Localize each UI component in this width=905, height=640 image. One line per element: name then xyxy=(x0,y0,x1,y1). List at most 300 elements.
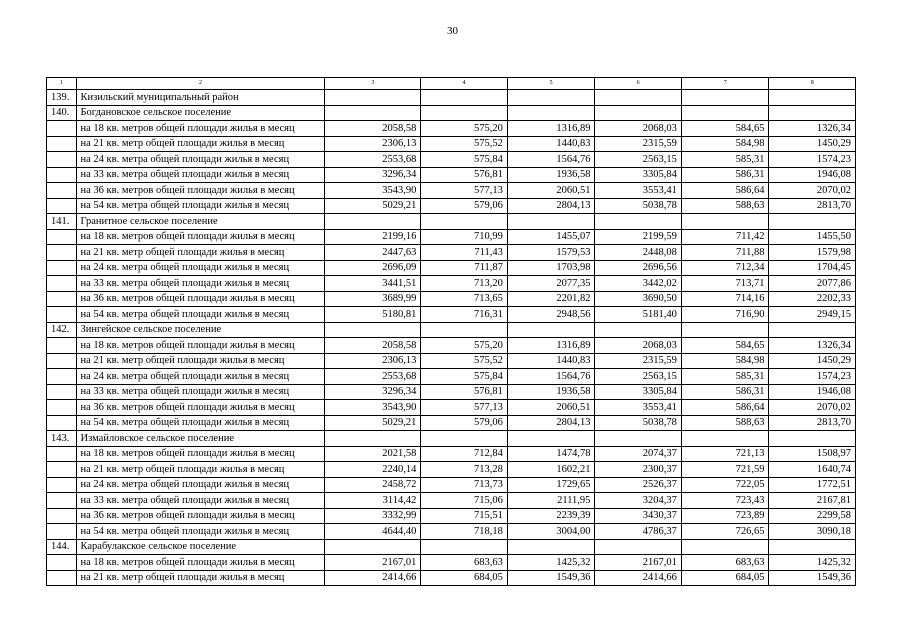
empty-cell xyxy=(681,322,769,338)
column-number-row xyxy=(47,78,856,90)
value-cell: 586,31 xyxy=(681,384,769,400)
value-cell: 1326,34 xyxy=(769,338,856,354)
section-row xyxy=(47,214,856,230)
row-label: на 24 кв. метра общей площади жилья в месяц xyxy=(76,369,325,385)
empty-index-cell xyxy=(47,493,77,509)
value-cell: 2813,70 xyxy=(769,198,856,214)
section-title: Богдановское сельское поселение xyxy=(76,105,325,121)
value-cell: 716,31 xyxy=(421,307,507,323)
value-cell: 586,64 xyxy=(681,400,769,416)
value-cell: 588,63 xyxy=(681,198,769,214)
section-row xyxy=(47,539,856,555)
section-index: 140. xyxy=(47,105,77,121)
value-cell: 1316,89 xyxy=(507,121,595,137)
value-cell: 2167,01 xyxy=(325,555,421,571)
value-cell: 1772,51 xyxy=(769,477,856,493)
value-cell: 5029,21 xyxy=(325,198,421,214)
row-label: на 21 кв. метр общей площади жилья в месяц xyxy=(76,245,325,261)
column-number: 4 xyxy=(421,78,507,90)
value-cell: 1455,07 xyxy=(507,229,595,245)
value-cell: 713,28 xyxy=(421,462,507,478)
empty-cell xyxy=(325,431,421,447)
empty-index-cell xyxy=(47,415,77,431)
value-cell: 2199,59 xyxy=(595,229,681,245)
table-row xyxy=(47,167,856,183)
value-cell: 585,31 xyxy=(681,152,769,168)
section-row xyxy=(47,431,856,447)
value-cell: 3114,42 xyxy=(325,493,421,509)
value-cell: 2306,13 xyxy=(325,136,421,152)
value-cell: 2306,13 xyxy=(325,353,421,369)
value-cell: 683,63 xyxy=(421,555,507,571)
value-cell: 584,98 xyxy=(681,353,769,369)
value-cell: 584,98 xyxy=(681,136,769,152)
value-cell: 1946,08 xyxy=(769,167,856,183)
value-cell: 3305,84 xyxy=(595,384,681,400)
empty-index-cell xyxy=(47,152,77,168)
value-cell: 3296,34 xyxy=(325,384,421,400)
value-cell: 2077,35 xyxy=(507,276,595,292)
section-title: Кизильский муниципальный район xyxy=(76,90,325,106)
value-cell: 1574,23 xyxy=(769,369,856,385)
empty-cell xyxy=(507,539,595,555)
value-cell: 3689,99 xyxy=(325,291,421,307)
value-cell: 1450,29 xyxy=(769,353,856,369)
table-row xyxy=(47,493,856,509)
value-cell: 2300,37 xyxy=(595,462,681,478)
row-label: на 33 кв. метра общей площади жилья в месяц xyxy=(76,493,325,509)
value-cell: 3690,50 xyxy=(595,291,681,307)
row-label: на 33 кв. метра общей площади жилья в месяц xyxy=(76,276,325,292)
empty-cell xyxy=(681,90,769,106)
value-cell: 577,13 xyxy=(421,400,507,416)
row-label: на 54 кв. метра общей площади жилья в месяц xyxy=(76,524,325,540)
value-cell: 2448,08 xyxy=(595,245,681,261)
empty-index-cell xyxy=(47,276,77,292)
value-cell: 3305,84 xyxy=(595,167,681,183)
table-row xyxy=(47,555,856,571)
empty-index-cell xyxy=(47,524,77,540)
section-title: Карабулакское сельское поселение xyxy=(76,539,325,555)
empty-cell xyxy=(421,105,507,121)
column-number: 2 xyxy=(76,78,325,90)
value-cell: 3543,90 xyxy=(325,183,421,199)
value-cell: 2068,03 xyxy=(595,338,681,354)
value-cell: 5038,78 xyxy=(595,415,681,431)
value-cell: 1549,36 xyxy=(507,570,595,586)
value-cell: 1704,45 xyxy=(769,260,856,276)
table-row xyxy=(47,229,856,245)
value-cell: 2070,02 xyxy=(769,183,856,199)
tariff-table xyxy=(46,77,856,586)
value-cell: 2074,37 xyxy=(595,446,681,462)
column-number: 3 xyxy=(325,78,421,90)
table-row xyxy=(47,415,856,431)
value-cell: 1579,53 xyxy=(507,245,595,261)
empty-cell xyxy=(507,105,595,121)
value-cell: 2553,68 xyxy=(325,152,421,168)
value-cell: 2167,01 xyxy=(595,555,681,571)
empty-index-cell xyxy=(47,260,77,276)
value-cell: 2077,86 xyxy=(769,276,856,292)
empty-cell xyxy=(325,105,421,121)
empty-index-cell xyxy=(47,229,77,245)
empty-cell xyxy=(325,322,421,338)
empty-cell xyxy=(681,431,769,447)
value-cell: 2458,72 xyxy=(325,477,421,493)
value-cell: 684,05 xyxy=(421,570,507,586)
row-label: на 21 кв. метр общей площади жилья в месяц xyxy=(76,462,325,478)
empty-index-cell xyxy=(47,384,77,400)
value-cell: 2060,51 xyxy=(507,183,595,199)
row-label: на 36 кв. метров общей площади жилья в месяц xyxy=(76,508,325,524)
empty-cell xyxy=(769,431,856,447)
value-cell: 584,65 xyxy=(681,121,769,137)
value-cell: 1450,29 xyxy=(769,136,856,152)
row-label: на 18 кв. метров общей площади жилья в месяц xyxy=(76,555,325,571)
row-label: на 33 кв. метра общей площади жилья в месяц xyxy=(76,167,325,183)
empty-cell xyxy=(681,105,769,121)
value-cell: 1549,36 xyxy=(769,570,856,586)
value-cell: 2553,68 xyxy=(325,369,421,385)
value-cell: 3090,18 xyxy=(769,524,856,540)
row-label: на 24 кв. метра общей площади жилья в месяц xyxy=(76,477,325,493)
value-cell: 2948,56 xyxy=(507,307,595,323)
empty-cell xyxy=(325,214,421,230)
value-cell: 586,31 xyxy=(681,167,769,183)
value-cell: 711,42 xyxy=(681,229,769,245)
value-cell: 723,89 xyxy=(681,508,769,524)
value-cell: 1703,98 xyxy=(507,260,595,276)
value-cell: 2058,58 xyxy=(325,121,421,137)
value-cell: 2804,13 xyxy=(507,415,595,431)
value-cell: 713,71 xyxy=(681,276,769,292)
value-cell: 576,81 xyxy=(421,384,507,400)
empty-cell xyxy=(421,214,507,230)
value-cell: 4786,37 xyxy=(595,524,681,540)
row-label: на 33 кв. метра общей площади жилья в месяц xyxy=(76,384,325,400)
value-cell: 2070,02 xyxy=(769,400,856,416)
value-cell: 1564,76 xyxy=(507,369,595,385)
row-label: на 18 кв. метров общей площади жилья в месяц xyxy=(76,338,325,354)
empty-cell xyxy=(595,214,681,230)
value-cell: 2526,37 xyxy=(595,477,681,493)
value-cell: 3553,41 xyxy=(595,183,681,199)
empty-index-cell xyxy=(47,245,77,261)
value-cell: 3543,90 xyxy=(325,400,421,416)
value-cell: 2299,58 xyxy=(769,508,856,524)
table-row xyxy=(47,198,856,214)
empty-cell xyxy=(595,539,681,555)
value-cell: 575,52 xyxy=(421,136,507,152)
empty-cell xyxy=(595,322,681,338)
value-cell: 714,16 xyxy=(681,291,769,307)
empty-index-cell xyxy=(47,353,77,369)
value-cell: 711,43 xyxy=(421,245,507,261)
value-cell: 712,84 xyxy=(421,446,507,462)
value-cell: 2949,15 xyxy=(769,307,856,323)
value-cell: 1936,58 xyxy=(507,167,595,183)
value-cell: 1326,34 xyxy=(769,121,856,137)
section-row xyxy=(47,90,856,106)
value-cell: 575,84 xyxy=(421,369,507,385)
row-label: на 24 кв. метра общей площади жилья в месяц xyxy=(76,260,325,276)
value-cell: 2060,51 xyxy=(507,400,595,416)
value-cell: 2315,59 xyxy=(595,136,681,152)
row-label: на 18 кв. метров общей площади жилья в месяц xyxy=(76,121,325,137)
empty-index-cell xyxy=(47,477,77,493)
empty-cell xyxy=(769,322,856,338)
table-row xyxy=(47,276,856,292)
value-cell: 2202,33 xyxy=(769,291,856,307)
section-title: Зингейское сельское поселение xyxy=(76,322,325,338)
empty-cell xyxy=(421,431,507,447)
value-cell: 1729,65 xyxy=(507,477,595,493)
empty-cell xyxy=(325,539,421,555)
table-row xyxy=(47,260,856,276)
section-index: 142. xyxy=(47,322,77,338)
empty-cell xyxy=(325,90,421,106)
row-label: на 36 кв. метров общей площади жилья в месяц xyxy=(76,183,325,199)
value-cell: 586,64 xyxy=(681,183,769,199)
value-cell: 575,84 xyxy=(421,152,507,168)
section-index: 139. xyxy=(47,90,77,106)
section-title: Гранитное сельское поселение xyxy=(76,214,325,230)
value-cell: 2315,59 xyxy=(595,353,681,369)
table-row xyxy=(47,183,856,199)
empty-index-cell xyxy=(47,183,77,199)
value-cell: 2021,58 xyxy=(325,446,421,462)
table-row xyxy=(47,121,856,137)
value-cell: 3553,41 xyxy=(595,400,681,416)
value-cell: 2813,70 xyxy=(769,415,856,431)
value-cell: 3204,37 xyxy=(595,493,681,509)
empty-index-cell xyxy=(47,136,77,152)
row-label: на 21 кв. метр общей площади жилья в месяц xyxy=(76,353,325,369)
empty-cell xyxy=(421,539,507,555)
value-cell: 584,65 xyxy=(681,338,769,354)
value-cell: 718,18 xyxy=(421,524,507,540)
table-row xyxy=(47,570,856,586)
table-row xyxy=(47,307,856,323)
value-cell: 2563,15 xyxy=(595,152,681,168)
value-cell: 713,20 xyxy=(421,276,507,292)
value-cell: 1602,21 xyxy=(507,462,595,478)
empty-index-cell xyxy=(47,307,77,323)
value-cell: 722,05 xyxy=(681,477,769,493)
value-cell: 1425,32 xyxy=(507,555,595,571)
empty-index-cell xyxy=(47,462,77,478)
empty-index-cell xyxy=(47,369,77,385)
value-cell: 579,06 xyxy=(421,415,507,431)
row-label: на 21 кв. метр общей площади жилья в месяц xyxy=(76,136,325,152)
value-cell: 2111,95 xyxy=(507,493,595,509)
row-label: на 18 кв. метров общей площади жилья в месяц xyxy=(76,446,325,462)
empty-index-cell xyxy=(47,446,77,462)
table-body xyxy=(47,78,856,586)
value-cell: 684,05 xyxy=(681,570,769,586)
value-cell: 575,52 xyxy=(421,353,507,369)
value-cell: 2804,13 xyxy=(507,198,595,214)
value-cell: 3441,51 xyxy=(325,276,421,292)
table-row xyxy=(47,291,856,307)
value-cell: 5181,40 xyxy=(595,307,681,323)
value-cell: 2696,09 xyxy=(325,260,421,276)
empty-cell xyxy=(595,105,681,121)
value-cell: 1574,23 xyxy=(769,152,856,168)
value-cell: 2167,81 xyxy=(769,493,856,509)
value-cell: 576,81 xyxy=(421,167,507,183)
empty-cell xyxy=(769,105,856,121)
section-index: 144. xyxy=(47,539,77,555)
empty-cell xyxy=(769,90,856,106)
value-cell: 5180,81 xyxy=(325,307,421,323)
value-cell: 579,06 xyxy=(421,198,507,214)
value-cell: 2239,39 xyxy=(507,508,595,524)
empty-index-cell xyxy=(47,338,77,354)
empty-cell xyxy=(769,214,856,230)
row-label: на 18 кв. метров общей площади жилья в месяц xyxy=(76,229,325,245)
empty-cell xyxy=(507,431,595,447)
value-cell: 3442,02 xyxy=(595,276,681,292)
value-cell: 577,13 xyxy=(421,183,507,199)
empty-cell xyxy=(681,539,769,555)
row-label: на 54 кв. метра общей площади жилья в месяц xyxy=(76,415,325,431)
section-row xyxy=(47,322,856,338)
column-number: 7 xyxy=(681,78,769,90)
value-cell: 3430,37 xyxy=(595,508,681,524)
empty-index-cell xyxy=(47,121,77,137)
table-row xyxy=(47,384,856,400)
value-cell: 1455,50 xyxy=(769,229,856,245)
value-cell: 710,99 xyxy=(421,229,507,245)
value-cell: 2696,56 xyxy=(595,260,681,276)
value-cell: 3296,34 xyxy=(325,167,421,183)
empty-cell xyxy=(507,322,595,338)
value-cell: 2240,14 xyxy=(325,462,421,478)
value-cell: 1425,32 xyxy=(769,555,856,571)
value-cell: 575,20 xyxy=(421,121,507,137)
section-row xyxy=(47,105,856,121)
column-number: 6 xyxy=(595,78,681,90)
empty-index-cell xyxy=(47,400,77,416)
table-row xyxy=(47,400,856,416)
value-cell: 4644,40 xyxy=(325,524,421,540)
row-label: на 54 кв. метра общей площади жилья в месяц xyxy=(76,198,325,214)
value-cell: 713,65 xyxy=(421,291,507,307)
value-cell: 2199,16 xyxy=(325,229,421,245)
row-label: на 36 кв. метров общей площади жилья в месяц xyxy=(76,400,325,416)
column-number: 1 xyxy=(47,78,77,90)
row-label: на 24 кв. метра общей площади жилья в месяц xyxy=(76,152,325,168)
value-cell: 721,59 xyxy=(681,462,769,478)
section-title: Измайловское сельское поселение xyxy=(76,431,325,447)
value-cell: 5029,21 xyxy=(325,415,421,431)
empty-cell xyxy=(595,431,681,447)
value-cell: 1474,78 xyxy=(507,446,595,462)
empty-index-cell xyxy=(47,198,77,214)
table-row xyxy=(47,446,856,462)
table-row xyxy=(47,477,856,493)
column-number: 5 xyxy=(507,78,595,90)
value-cell: 2068,03 xyxy=(595,121,681,137)
value-cell: 713,73 xyxy=(421,477,507,493)
value-cell: 2447,63 xyxy=(325,245,421,261)
table-row xyxy=(47,524,856,540)
value-cell: 2201,82 xyxy=(507,291,595,307)
empty-cell xyxy=(421,90,507,106)
value-cell: 716,90 xyxy=(681,307,769,323)
value-cell: 1640,74 xyxy=(769,462,856,478)
value-cell: 711,87 xyxy=(421,260,507,276)
value-cell: 585,31 xyxy=(681,369,769,385)
value-cell: 575,20 xyxy=(421,338,507,354)
value-cell: 721,13 xyxy=(681,446,769,462)
value-cell: 1564,76 xyxy=(507,152,595,168)
value-cell: 3332,99 xyxy=(325,508,421,524)
empty-index-cell xyxy=(47,167,77,183)
table-row xyxy=(47,369,856,385)
value-cell: 1316,89 xyxy=(507,338,595,354)
empty-index-cell xyxy=(47,291,77,307)
value-cell: 1508,97 xyxy=(769,446,856,462)
value-cell: 1579,98 xyxy=(769,245,856,261)
empty-index-cell xyxy=(47,508,77,524)
value-cell: 2058,58 xyxy=(325,338,421,354)
value-cell: 5038,78 xyxy=(595,198,681,214)
table-row xyxy=(47,245,856,261)
table-row xyxy=(47,152,856,168)
empty-index-cell xyxy=(47,570,77,586)
value-cell: 715,51 xyxy=(421,508,507,524)
page-number: 30 xyxy=(447,25,458,37)
value-cell: 711,88 xyxy=(681,245,769,261)
empty-cell xyxy=(507,90,595,106)
value-cell: 1440,83 xyxy=(507,353,595,369)
value-cell: 1946,08 xyxy=(769,384,856,400)
value-cell: 3004,00 xyxy=(507,524,595,540)
value-cell: 2414,66 xyxy=(325,570,421,586)
column-number: 8 xyxy=(769,78,856,90)
row-label: на 36 кв. метров общей площади жилья в месяц xyxy=(76,291,325,307)
value-cell: 588,63 xyxy=(681,415,769,431)
section-index: 143. xyxy=(47,431,77,447)
value-cell: 723,43 xyxy=(681,493,769,509)
empty-cell xyxy=(421,322,507,338)
value-cell: 1936,58 xyxy=(507,384,595,400)
empty-cell xyxy=(595,90,681,106)
empty-cell xyxy=(507,214,595,230)
table-row xyxy=(47,508,856,524)
empty-index-cell xyxy=(47,555,77,571)
empty-cell xyxy=(769,539,856,555)
value-cell: 2563,15 xyxy=(595,369,681,385)
empty-cell xyxy=(681,214,769,230)
section-index: 141. xyxy=(47,214,77,230)
table-row xyxy=(47,462,856,478)
table-row xyxy=(47,353,856,369)
row-label: на 21 кв. метр общей площади жилья в месяц xyxy=(76,570,325,586)
value-cell: 1440,83 xyxy=(507,136,595,152)
row-label: на 54 кв. метра общей площади жилья в месяц xyxy=(76,307,325,323)
value-cell: 2414,66 xyxy=(595,570,681,586)
table-row xyxy=(47,338,856,354)
table-row xyxy=(47,136,856,152)
value-cell: 726,65 xyxy=(681,524,769,540)
value-cell: 715,06 xyxy=(421,493,507,509)
value-cell: 712,34 xyxy=(681,260,769,276)
value-cell: 683,63 xyxy=(681,555,769,571)
